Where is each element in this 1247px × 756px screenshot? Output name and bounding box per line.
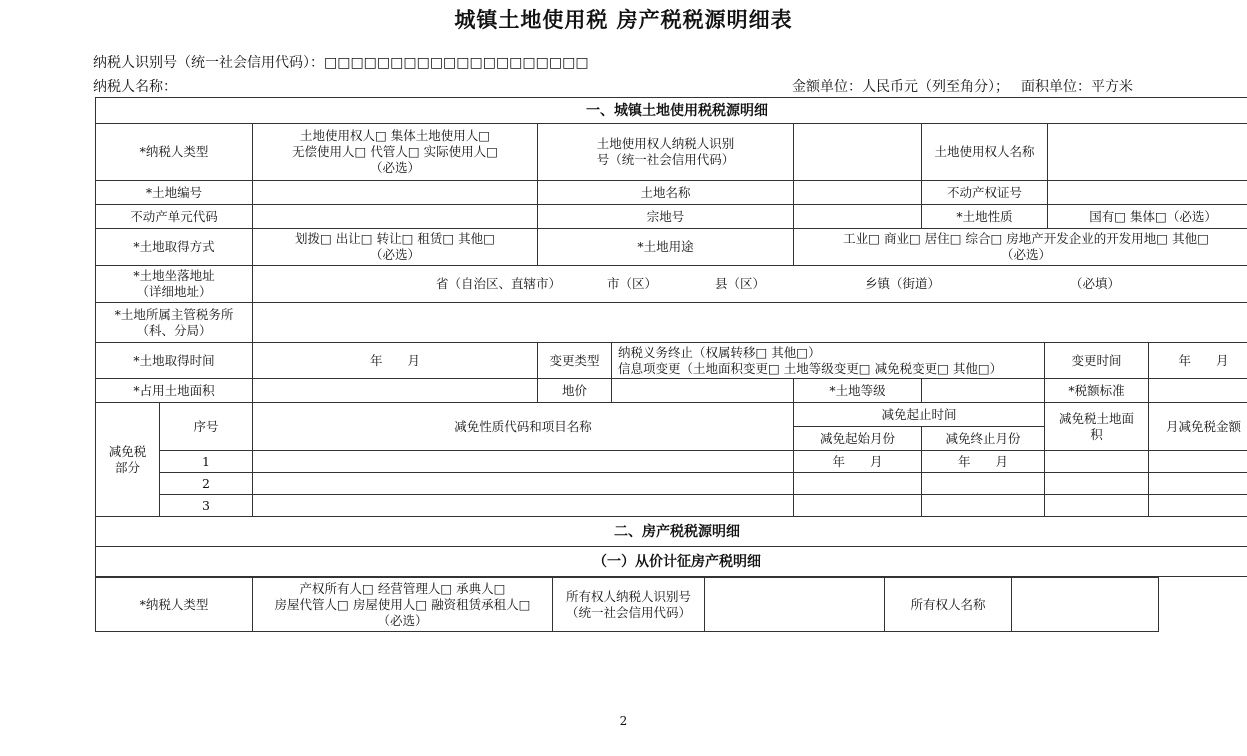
owner-name-label: 所有权人名称 bbox=[885, 578, 1012, 632]
form-title: 城镇土地使用税 房产税税源明细表 bbox=[454, 8, 793, 32]
price-input[interactable] bbox=[612, 379, 794, 403]
relief-row bbox=[96, 473, 1247, 495]
grade-label: *土地等级 bbox=[794, 379, 922, 403]
acquire-time-label: *土地取得时间 bbox=[96, 343, 253, 379]
relief-period-header: 减免起止时间 bbox=[794, 403, 1045, 427]
relief-start-input[interactable] bbox=[794, 473, 922, 495]
owner-id-input[interactable] bbox=[705, 578, 885, 632]
relief-code-input[interactable] bbox=[253, 451, 794, 473]
taxpayer-type-options[interactable]: 土地使用权人□ 集体土地使用人□ 无偿使用人□ 代管人□ 实际使用人□ （必选） bbox=[253, 124, 538, 181]
tax-standard-label: *税额标准 bbox=[1045, 379, 1149, 403]
user-id-input[interactable] bbox=[794, 124, 922, 181]
relief-amount-input[interactable] bbox=[1149, 451, 1247, 473]
area-input[interactable] bbox=[253, 379, 538, 403]
page-number: 2 bbox=[619, 714, 628, 728]
land-nature-label: *土地性质 bbox=[922, 205, 1048, 229]
user-id-label: 土地使用权人纳税人识别 号（统一社会信用代码） bbox=[538, 124, 794, 181]
relief-end-input[interactable]: 年 月 bbox=[922, 451, 1045, 473]
relief-amount-input[interactable] bbox=[1149, 473, 1247, 495]
taxpayer-name-label: 纳税人名称： bbox=[93, 79, 177, 95]
cert-no-input[interactable] bbox=[1048, 181, 1247, 205]
location-town: 乡镇（街道） bbox=[865, 276, 941, 291]
location-input[interactable] bbox=[253, 266, 1247, 303]
relief-area-header: 减免税土地面 积 bbox=[1045, 403, 1149, 451]
relief-area-input[interactable] bbox=[1045, 451, 1149, 473]
land-no-label: *土地编号 bbox=[96, 181, 253, 205]
lot-no-label: 宗地号 bbox=[538, 205, 794, 229]
land-use-label: *土地用途 bbox=[538, 229, 794, 266]
user-name-label: 土地使用权人名称 bbox=[922, 124, 1048, 181]
relief-row bbox=[96, 451, 1247, 473]
relief-start-input[interactable] bbox=[794, 495, 922, 517]
taxpayer-id-line bbox=[93, 52, 589, 72]
relief-seq: 1 bbox=[160, 451, 253, 473]
land-tax-table bbox=[95, 97, 1247, 577]
amount-unit: 金额单位：人民币元（列至角分）； bbox=[792, 79, 1009, 95]
acquire-method-options[interactable]: 划拨□ 出让□ 转让□ 租赁□ 其他□ （必选） bbox=[253, 229, 538, 266]
relief-code-input[interactable] bbox=[253, 495, 794, 517]
owner-name-input[interactable] bbox=[1012, 578, 1159, 632]
relief-code-input[interactable] bbox=[253, 473, 794, 495]
land-nature-options[interactable]: 国有□ 集体□（必选） bbox=[1048, 205, 1247, 229]
relief-end-input[interactable] bbox=[922, 473, 1045, 495]
grade-input[interactable] bbox=[922, 379, 1045, 403]
relief-seq: 3 bbox=[160, 495, 253, 517]
user-name-input[interactable] bbox=[1048, 124, 1247, 181]
tax-office-input[interactable] bbox=[253, 303, 1247, 343]
location-city: 市（区） bbox=[607, 276, 658, 291]
owner-type-options[interactable]: 产权所有人□ 经营管理人□ 承典人□ 房屋代管人□ 房屋使用人□ 融资租赁承租人□ （必选） bbox=[253, 578, 553, 632]
relief-end-header: 减免终止月份 bbox=[922, 427, 1045, 451]
taxpayer-id-boxes[interactable]: □□□□□□□□□□□□□□□□□□□□ bbox=[324, 55, 589, 71]
relief-seq: 2 bbox=[160, 473, 253, 495]
tax-standard-input[interactable] bbox=[1149, 379, 1247, 403]
taxpayer-id-label: 纳税人识别号（统一社会信用代码）： bbox=[93, 55, 324, 71]
land-use-options[interactable]: 工业□ 商业□ 居住□ 综合□ 房地产开发企业的开发用地□ 其他□ （必选） bbox=[794, 229, 1247, 266]
relief-start-header: 减免起始月份 bbox=[794, 427, 922, 451]
relief-start-input[interactable]: 年 月 bbox=[794, 451, 922, 473]
location-province: 省（自治区、直辖市） bbox=[436, 276, 562, 291]
taxpayer-type-label: *纳税人类型 bbox=[96, 124, 253, 181]
lot-no-input[interactable] bbox=[794, 205, 922, 229]
change-type-label: 变更类型 bbox=[538, 343, 612, 379]
acquire-method-label: *土地取得方式 bbox=[96, 229, 253, 266]
relief-end-input[interactable] bbox=[922, 495, 1045, 517]
relief-area-input[interactable] bbox=[1045, 495, 1149, 517]
owner-type-label: *纳税人类型 bbox=[96, 578, 253, 632]
relief-code-header: 减免性质代码和项目名称 bbox=[253, 403, 794, 451]
unit-code-label: 不动产单元代码 bbox=[96, 205, 253, 229]
land-name-input[interactable] bbox=[794, 181, 922, 205]
relief-amount-header: 月减免税金额 bbox=[1149, 403, 1247, 451]
price-label: 地价 bbox=[538, 379, 612, 403]
area-unit: 面积单位：平方米 bbox=[1021, 79, 1133, 95]
change-time-input[interactable]: 年 月 bbox=[1149, 343, 1247, 379]
location-required: （必填） bbox=[1070, 276, 1121, 291]
section1-title: 一、城镇土地使用税税源明细 bbox=[96, 98, 1247, 124]
acquire-time-input[interactable]: 年 月 bbox=[253, 343, 538, 379]
relief-seq-header: 序号 bbox=[160, 403, 253, 451]
relief-label: 减免税 部分 bbox=[96, 403, 160, 517]
change-type-options[interactable]: 纳税义务终止（权属转移□ 其他□） 信息项变更（土地面积变更□ 土地等级变更□ 减免税变更□ 其他□） bbox=[612, 343, 1045, 379]
change-time-label: 变更时间 bbox=[1045, 343, 1149, 379]
owner-id-label: 所有权人纳税人识别号 （统一社会信用代码） bbox=[553, 578, 705, 632]
section2-title: 二、房产税税源明细 bbox=[96, 517, 1247, 547]
unit-code-input[interactable] bbox=[253, 205, 538, 229]
relief-area-input[interactable] bbox=[1045, 473, 1149, 495]
location-label: *土地坐落地址 （详细地址） bbox=[96, 266, 253, 303]
property-tax-table bbox=[95, 577, 1159, 632]
area-label: *占用土地面积 bbox=[96, 379, 253, 403]
section2-subtitle: （一）从价计征房产税明细 bbox=[96, 547, 1247, 577]
land-no-input[interactable] bbox=[253, 181, 538, 205]
land-name-label: 土地名称 bbox=[538, 181, 794, 205]
tax-office-label: *土地所属主管税务所 （科、分局） bbox=[96, 303, 253, 343]
relief-row bbox=[96, 495, 1247, 517]
cert-no-label: 不动产权证号 bbox=[922, 181, 1048, 205]
location-county: 县（区） bbox=[715, 276, 766, 291]
relief-amount-input[interactable] bbox=[1149, 495, 1247, 517]
unit-line bbox=[792, 76, 1133, 96]
